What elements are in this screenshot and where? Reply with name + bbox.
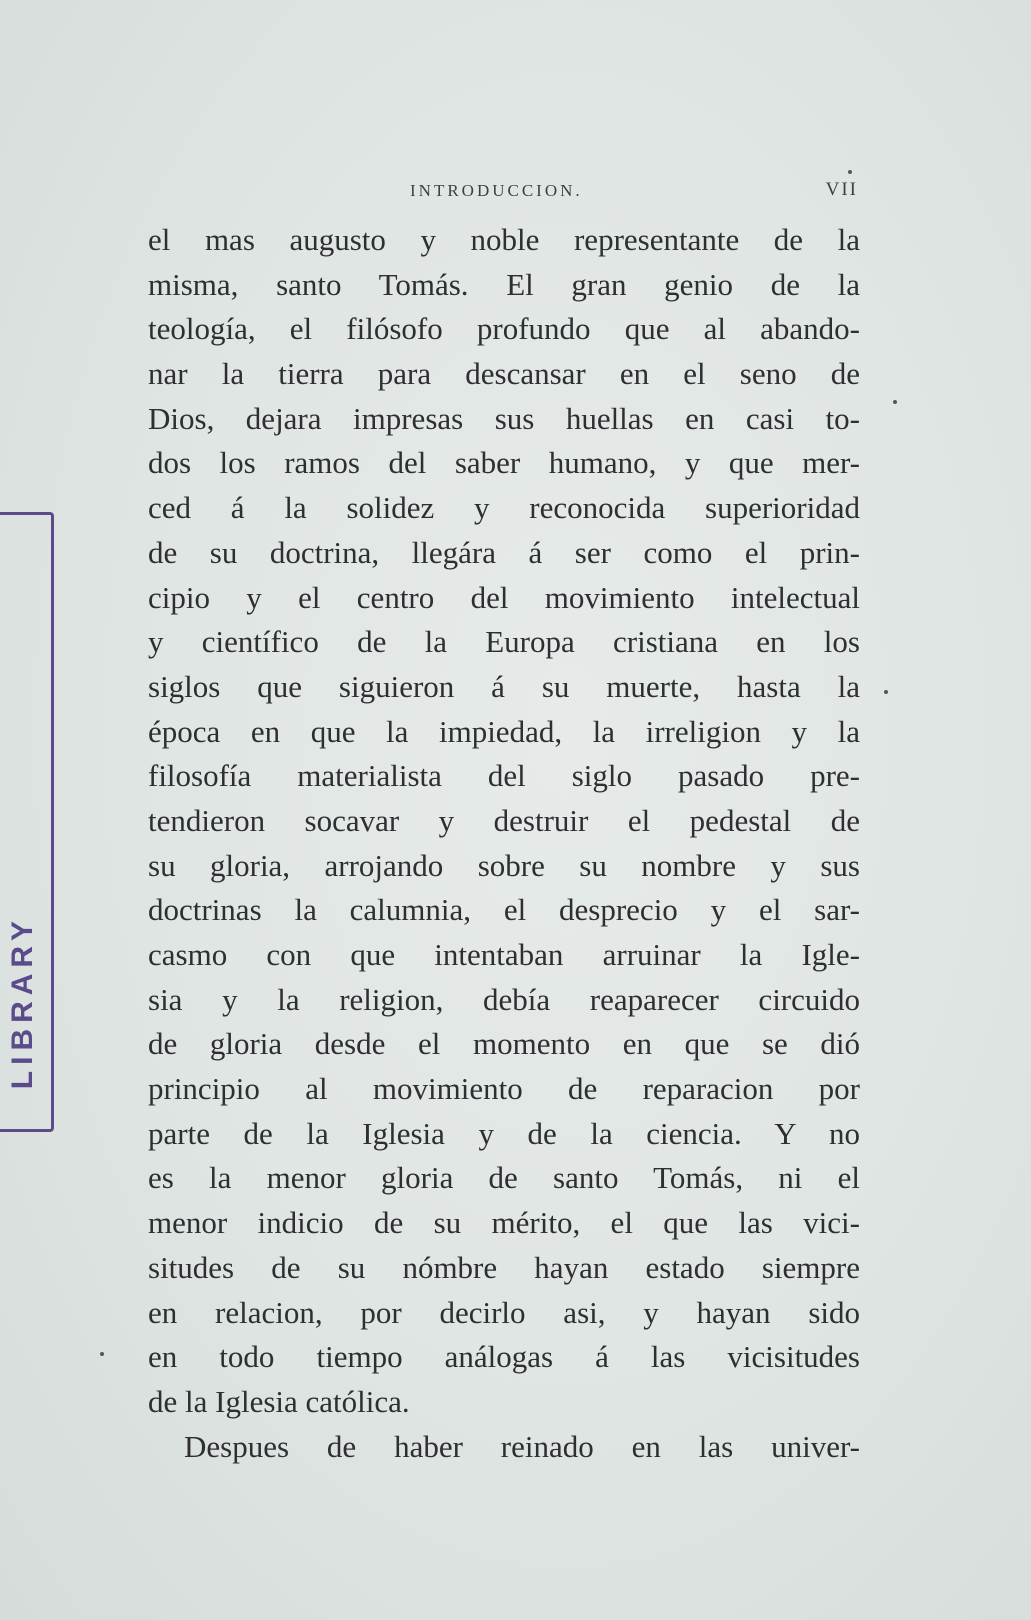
text-line-new-paragraph: Despues de haber reinado en las univer-: [184, 1428, 860, 1464]
text-line: teología, el filósofo profundo que al abando-: [148, 311, 860, 347]
library-stamp-text: LIBRARY: [6, 914, 39, 1089]
text-line-paragraph-end: de la Iglesia católica.: [148, 1383, 410, 1419]
text-line: de gloria desde el momento en que se dió: [148, 1026, 860, 1062]
text-line: nar la tierra para descansar en el seno de: [148, 356, 860, 392]
text-line: casmo con que intentaban arruinar la Igle-: [148, 937, 860, 972]
text-line: misma, santo Tomás. El gran genio de la: [148, 266, 860, 302]
text-line: y científico de la Europa cristiana en los: [148, 624, 860, 660]
text-line: tendieron socavar y destruir el pedestal de: [148, 802, 860, 838]
page-number: VII: [825, 179, 858, 200]
text-line: parte de la Iglesia y de la ciencia. Y no: [148, 1115, 860, 1151]
text-line: situdes de su nómbre hayan estado siempre: [148, 1249, 860, 1285]
text-line: sia y la religion, debía reaparecer circuido: [148, 981, 860, 1017]
text-line: el mas augusto y noble representante de la: [148, 222, 860, 257]
body-text: [148, 218, 860, 1469]
text-line: principio al movimiento de reparacion por: [148, 1071, 860, 1107]
text-line: su gloria, arrojando sobre su nombre y sus: [148, 847, 860, 883]
text-line: filosofía materialista del siglo pasado pre-: [148, 758, 860, 794]
text-line: en todo tiempo análogas á las vicisitudes: [148, 1339, 860, 1375]
ink-speck: [884, 690, 888, 694]
text-line: siglos que siguieron á su muerte, hasta la: [148, 668, 860, 704]
text-line: cipio y el centro del movimiento intelectual: [148, 579, 860, 615]
ink-speck: [848, 170, 852, 174]
text-line: en relacion, por decirlo asi, y hayan sido: [148, 1294, 860, 1330]
text-line: Dios, dejara impresas sus huellas en casi to-: [148, 400, 860, 436]
text-line: ced á la solidez y reconocida superioridad: [148, 490, 860, 526]
page-header: [148, 173, 858, 203]
text-line: menor indicio de su mérito, el que las vici-: [148, 1205, 860, 1241]
text-line: doctrinas la calumnia, el desprecio y el sar-: [148, 892, 860, 928]
text-line: es la menor gloria de santo Tomás, ni el: [148, 1160, 860, 1196]
text-line: época en que la impiedad, la irreligion y la: [148, 713, 860, 749]
running-head: INTRODUCCION.: [410, 181, 583, 200]
ink-speck: [893, 400, 897, 404]
library-stamp: [0, 512, 54, 1132]
ink-speck: [100, 1352, 104, 1356]
text-line: dos los ramos del saber humano, y que mer-: [148, 445, 860, 481]
text-line: de su doctrina, llegára á ser como el prin-: [148, 534, 860, 570]
